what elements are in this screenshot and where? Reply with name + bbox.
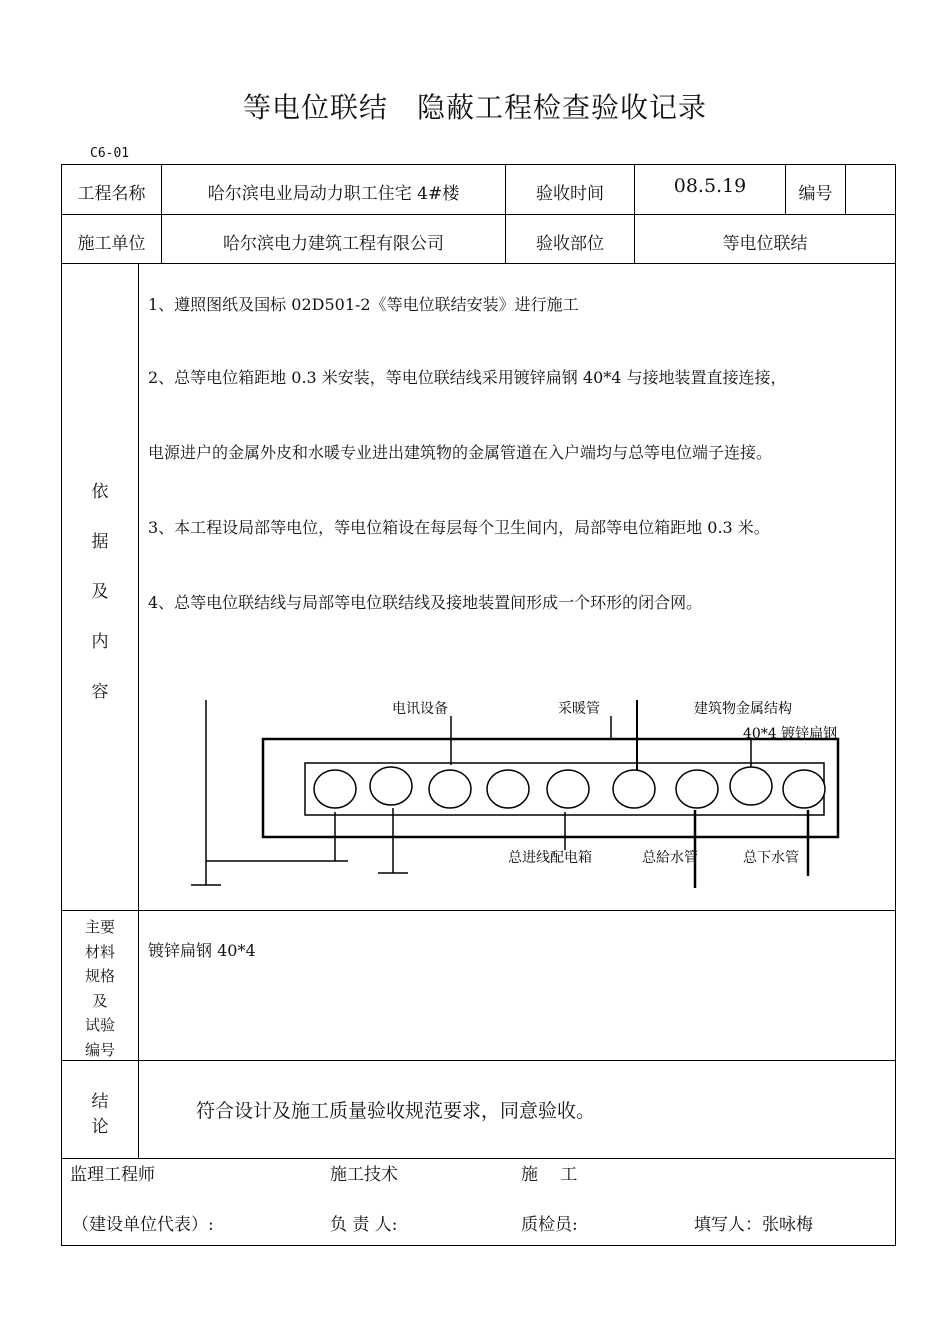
materials-label-5: 试验 xyxy=(84,1016,115,1034)
tech-label: 施工技术 xyxy=(330,1165,398,1185)
terminal-2 xyxy=(370,767,412,805)
filler: 填写人：张咏梅 xyxy=(694,1215,813,1235)
number-label: 编号 xyxy=(798,184,833,204)
basis-item-4: 4、总等电位联结线与局部等电位联结线及接地装置间形成一个环形的闭合网。 xyxy=(148,593,703,612)
label-telecom: 电讯设备 xyxy=(392,701,448,717)
basis-item-3: 3、本工程设局部等电位，等电位箱设在每层每个卫生间内，局部等电位箱距地 0.3 米。 xyxy=(148,518,770,537)
accept-time: 08.5.19 xyxy=(673,175,747,197)
basis-item-2-cont: 电源进户的金属外皮和水暖专业进出建筑物的金属管道在入户端均与总等电位端子连接。 xyxy=(148,443,773,462)
materials-label-4: 及 xyxy=(92,991,108,1010)
basis-label-5: 容 xyxy=(91,682,109,702)
materials-label-6: 编号 xyxy=(84,1040,115,1059)
form-code: C6-01 xyxy=(90,146,130,161)
accept-time-label: 验收时间 xyxy=(536,184,604,204)
label-drain: 总下水管 xyxy=(743,850,799,866)
label-structure: 建筑物金属结构 xyxy=(694,701,792,717)
page-title: 等电位联结 隐蔽工程检查验收记录 xyxy=(242,91,707,124)
terminal-6 xyxy=(613,770,655,808)
basis-label-1: 依 xyxy=(91,482,109,502)
terminal-4 xyxy=(487,770,529,808)
conclusion-label-2: 论 xyxy=(91,1117,109,1137)
terminal-5 xyxy=(547,770,589,808)
basis-item-1: 1、遵照图纸及国标 02D501-2《等电位联结安装》进行施工 xyxy=(148,295,579,314)
materials-label-1: 主要 xyxy=(84,918,115,936)
terminal-8 xyxy=(730,767,772,805)
basis-label-2: 据 xyxy=(91,532,109,552)
terminal-3 xyxy=(429,770,471,808)
contractor: 哈尔滨电力建筑工程有限公司 xyxy=(223,234,444,254)
basis-label-4: 内 xyxy=(91,632,109,652)
label-main-box: 总进线配电箱 xyxy=(508,850,592,866)
tech-sub-label: 负 责 人: xyxy=(330,1215,398,1235)
materials-label-2: 材料 xyxy=(84,942,115,961)
supervisor-sub-label: （建设单位代表）: xyxy=(72,1215,214,1235)
conclusion-text: 符合设计及施工质量验收规范要求，同意验收。 xyxy=(196,1100,596,1122)
conclusion-label-1: 结 xyxy=(91,1092,109,1112)
materials-value: 镀锌扁钢 40*4 xyxy=(148,941,256,960)
accept-part: 等电位联结 xyxy=(722,234,808,254)
project-name-label: 工程名称 xyxy=(77,184,146,204)
project-name: 哈尔滨电业局动力职工住宅 4#楼 xyxy=(207,184,460,204)
accept-part-label: 验收部位 xyxy=(536,234,604,254)
qc-label: 施 工 xyxy=(521,1165,578,1185)
qc-sub-label: 质检员: xyxy=(521,1215,578,1235)
basis-item-2: 2、总等电位箱距地 0.3 米安装，等电位联结线采用镀锌扁钢 40*4 与接地装置直接连接， xyxy=(148,368,787,387)
label-heating: 采暖管 xyxy=(558,701,600,717)
supervisor-label: 监理工程师 xyxy=(70,1165,155,1185)
basis-label-3: 及 xyxy=(91,582,109,602)
contractor-label: 施工单位 xyxy=(77,234,146,254)
label-steel: 40*4 镀锌扁钢 xyxy=(743,726,838,742)
materials-label-3: 规格 xyxy=(84,967,115,985)
label-water-supply: 总給水管 xyxy=(642,850,698,866)
materials-label xyxy=(62,915,138,1062)
terminal-9 xyxy=(783,770,825,808)
terminal-1 xyxy=(314,770,356,808)
terminal-7 xyxy=(676,770,718,808)
